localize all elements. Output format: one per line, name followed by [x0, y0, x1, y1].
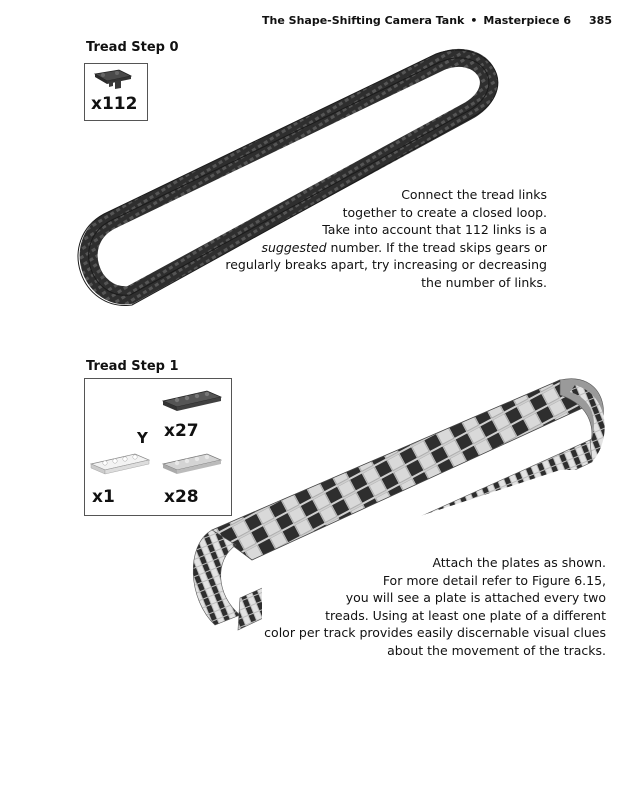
book-title: The Shape-Shifting Camera Tank	[262, 14, 465, 27]
dark-plate-quantity: x27	[164, 421, 199, 441]
step-0-caption-line-1: Connect the tread links	[401, 187, 547, 202]
step-1-caption-line-6: about the movement of the tracks.	[387, 642, 606, 658]
step-1-caption	[264, 554, 606, 659]
step-1-title: Tread Step 1	[86, 359, 179, 374]
step-0-quantity: x112	[91, 94, 138, 114]
emphasis-suggested: suggested	[261, 239, 327, 255]
page-number: 385	[589, 14, 612, 27]
step-0-caption-line-2: together to create a closed loop.	[342, 204, 547, 220]
step-1-caption-line-5: color per track provides easily discernable visual clues	[264, 625, 606, 640]
white-plate-quantity: x1	[92, 487, 115, 507]
step-0-caption-line-6: the number of links.	[421, 274, 547, 290]
step-0-caption-line-3: Take into account that 112 links is a	[322, 222, 547, 237]
header-bullet: •	[470, 14, 478, 27]
step-1-caption-line-1: Attach the plates as shown.	[432, 555, 606, 570]
step-1-caption-line-2: For more detail refer to Figure 6.15,	[382, 572, 606, 588]
light-plate-quantity: x28	[164, 487, 199, 507]
step-1-caption-line-4: treads. Using at least one plate of a different	[325, 607, 606, 623]
chapter-title: Masterpiece 6	[483, 14, 572, 27]
step-1-caption-line-3: you will see a plate is attached every two	[345, 590, 606, 605]
step-0-caption-line-5: regularly breaks apart, try increasing or decreasing	[225, 257, 547, 272]
step-0-caption-line-4-rest: number. If the tread skips gears or	[326, 239, 547, 255]
color-code-letter: Y	[137, 429, 148, 447]
step-0-title: Tread Step 0	[86, 40, 179, 55]
